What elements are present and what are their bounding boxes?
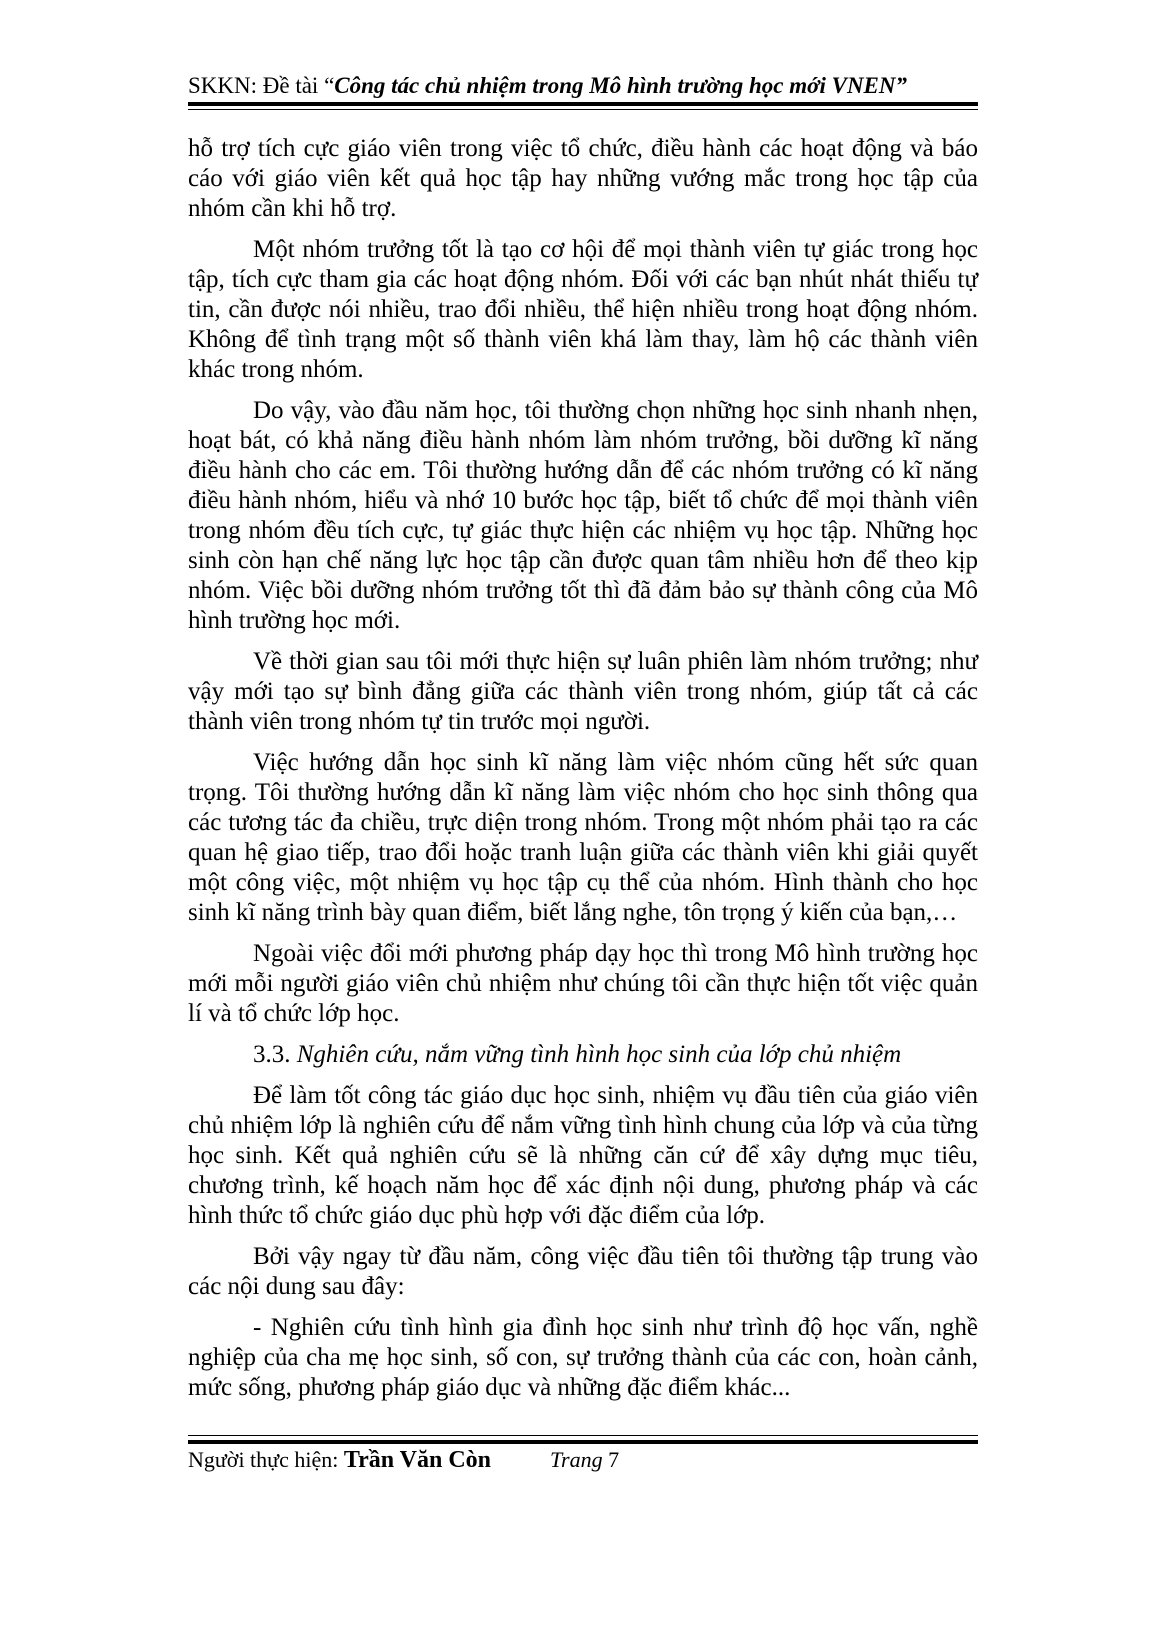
section-title: Nghiên cứu, nắm vững tình hình học sinh của lớp chủ nhiệm: [296, 1041, 902, 1068]
author-name: Trần Văn Còn: [343, 1447, 492, 1473]
footer-rule-thin: [188, 1435, 978, 1436]
paragraph: Ngoài việc đổi mới phương pháp dạy học thì trong Mô hình trường học mới mỗi người giáo viên chủ nhiệm như chúng tôi cần thực hiện tốt việc quản lí và tổ chức lớp học.: [188, 940, 978, 1027]
header-topic: Công tác chủ nhiệm trong Mô hình trường học mới VNEN: [334, 73, 896, 98]
page-header: [188, 70, 978, 102]
page-number: 7: [608, 1447, 620, 1472]
header-rule-thin: [188, 109, 978, 110]
section-number: 3.3.: [253, 1041, 297, 1068]
page-indicator: [550, 1444, 619, 1476]
header-prefix: SKKN: Đề tài “: [188, 73, 335, 98]
page-footer: [188, 1444, 978, 1476]
paragraph: Một nhóm trưởng tốt là tạo cơ hội để mọi thành viên tự giác trong học tập, tích cực tham gia các hoạt động nhóm. Đối với các bạn nhút nhát thiếu tự tin, cần được nói nhiều, trao đổi nhiều, thể hiện nhiều trong hoạt động nhóm. Không để tình trạng một số thành viên khá làm thay, làm hộ các thành viên khác trong nhóm.: [188, 236, 978, 383]
document-body: [188, 134, 978, 1414]
paragraph: Do vậy, vào đầu năm học, tôi thường chọn những học sinh nhanh nhẹn, hoạt bát, có khả năng điều hành nhóm làm nhóm trưởng, bồi dưỡng kĩ năng điều hành cho các em. Tôi thường hướng dẫn để các nhóm trưởng có kĩ năng điều hành nhóm, hiểu và nhớ 10 bước học tập, biết tổ chức để mọi thành viên trong nhóm đều tích cực, tự giác thực hiện các nhiệm vụ học tập. Những học sinh còn hạn chế năng lực học tập cần được quan tâm nhiều hơn để theo kịp nhóm. Việc bồi dưỡng nhóm trưởng tốt thì đã đảm bảo sự thành công của Mô hình trường học mới.: [188, 397, 978, 634]
page-label: Trang: [550, 1447, 603, 1472]
author-label: Người thực hiện:: [188, 1447, 344, 1472]
header-rule-thick: [188, 102, 978, 106]
paragraph: Việc hướng dẫn học sinh kĩ năng làm việc nhóm cũng hết sức quan trọng. Tôi thường hướng dẫn kĩ năng làm việc nhóm cho học sinh thông qua các tương tác đa chiều, trực diện trong nhóm. Trong một nhóm phải tạo ra các quan hệ giao tiếp, trao đổi hoặc tranh luận giữa các thành viên khi giải quyết một công việc, một nhiệm vụ học tập cụ thể của nhóm. Hình thành cho học sinh kĩ năng trình bày quan điểm, biết lắng nghe, tôn trọng ý kiến của bạn,…: [188, 749, 978, 926]
paragraph: Để làm tốt công tác giáo dục học sinh, nhiệm vụ đầu tiên của giáo viên chủ nhiệm lớp là nghiên cứu để nắm vững tình hình chung của lớp và của từng học sinh. Kết quả nghiên cứu sẽ là những căn cứ để xây dựng mục tiêu, chương trình, kế hoạch năm học để xác định nội dung, phương pháp và các hình thức tổ chức giáo dục phù hợp với đặc điểm của lớp.: [188, 1082, 978, 1229]
section-heading: [188, 1040, 978, 1070]
paragraph: Bởi vậy ngay từ đầu năm, công việc đầu tiên tôi thường tập trung vào các nội dung sau đây:: [188, 1243, 978, 1300]
paragraph: hỗ trợ tích cực giáo viên trong việc tổ chức, điều hành các hoạt động và báo cáo với giáo viên kết quả học tập hay những vướng mắc trong học tập của nhóm cần khi hỗ trợ.: [188, 135, 978, 222]
paragraph: Về thời gian sau tôi mới thực hiện sự luân phiên làm nhóm trưởng; như vậy mới tạo sự bình đẳng giữa các thành viên trong nhóm, giúp tất cả các thành viên trong nhóm tự tin trước mọi người.: [188, 648, 978, 735]
header-suffix: ”: [895, 73, 908, 98]
paragraph: - Nghiên cứu tình hình gia đình học sinh như trình độ học vấn, nghề nghiệp của cha mẹ học sinh, số con, sự trưởng thành của các con, hoàn cảnh, mức sống, phương pháp giáo dục và những đặc điểm khác...: [188, 1314, 978, 1401]
